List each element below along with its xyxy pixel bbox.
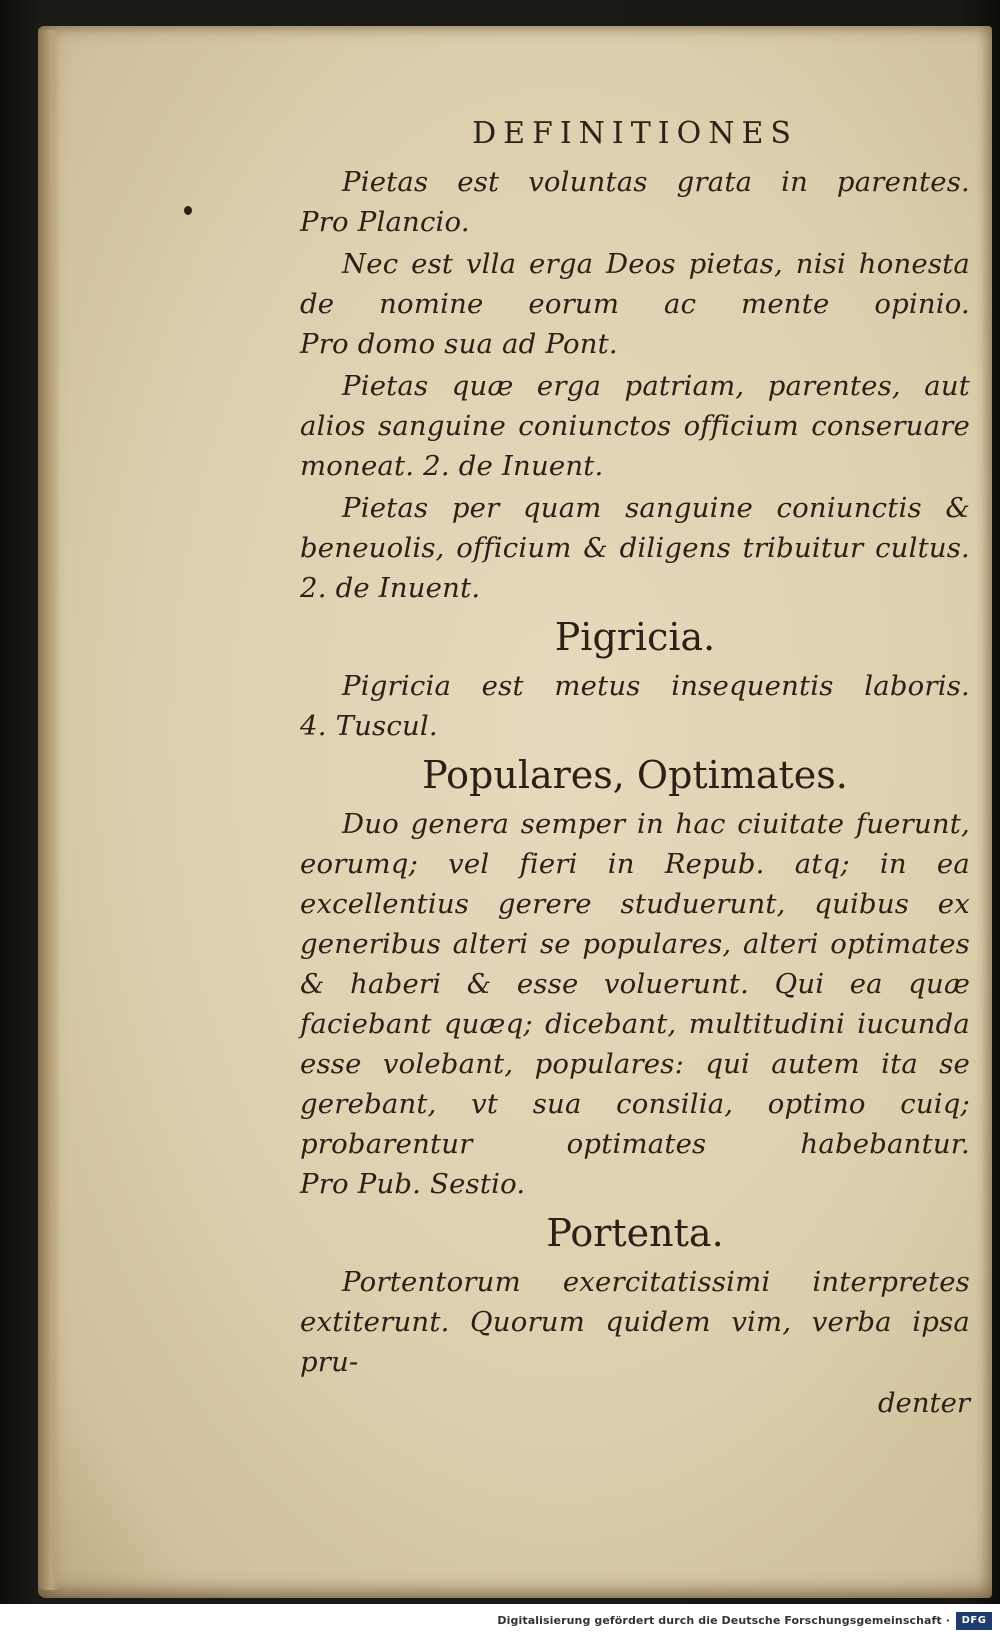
entry-text: Duo genera semper in hac ciuitate fuerunt, eorumq; vel fieri in Repub. atq; in ea excellentius gerere studuerunt, quibus ex generibus alteri se populares, alteri optimates & haberi & esse voluerunt. Qui ea quæ faciebant quæq; dicebant, multitudini iucunda esse volebant, populares: qui autem ita se gerebant, vt sua consilia, optimo cuiq; probarentur optimates habebantur. (300, 808, 970, 1160)
entry-pietas-4 (300, 488, 970, 608)
entry-text: Nec est vlla erga Deos pietas, nisi honesta de nomine eorum ac mente opinio. (300, 248, 970, 320)
digitization-footer (0, 1604, 1000, 1642)
entry-source: 4. Tuscul. (300, 710, 438, 742)
entry-source: 2. de Inuent. (423, 450, 604, 482)
page-text (300, 112, 970, 1422)
dfg-logo-icon: DFG (956, 1612, 992, 1630)
entry-pietas-3 (300, 366, 970, 486)
page-gutter (38, 30, 60, 1590)
section-heading-populares: Populares, Optimates. (422, 753, 848, 797)
section-heading-portenta: Portenta. (546, 1211, 724, 1255)
entry-pietas-2 (300, 244, 970, 364)
catchword: denter (877, 1387, 970, 1419)
funding-credit: Digitalisierung gefördert durch die Deutsche Forschungsgemeinschaft · (497, 1614, 950, 1627)
entry-text: Pietas quæ erga patriam, parentes, aut alios sanguine coniunctos officium conseruare moneat. (300, 370, 970, 482)
entry-pietas-1 (300, 162, 970, 242)
entry-pigricia (300, 666, 970, 746)
entry-text: Pietas per quam sanguine coniunctis & beneuolis, officium & diligens tribuitur cultus. (300, 492, 970, 564)
entry-portenta (300, 1262, 970, 1382)
entry-populares (300, 804, 970, 1204)
entry-text: Pigricia est metus insequentis laboris. (342, 670, 970, 702)
ink-spot (184, 206, 192, 215)
section-heading-pigricia: Pigricia. (554, 615, 716, 659)
entry-text: Pietas est voluntas grata in parentes. (342, 166, 970, 198)
entry-source: Pro domo sua ad Pont. (300, 328, 618, 360)
entry-source: Pro Pub. Sestio. (300, 1168, 526, 1200)
entry-text: Portentorum exercitatissimi interpretes extiterunt. Quorum quidem vim, verba ipsa pru- (300, 1266, 970, 1378)
entry-source: 2. de Inuent. (300, 572, 481, 604)
entry-source: Pro Plancio. (300, 206, 470, 238)
running-head: DEFINITIONES (472, 116, 798, 151)
